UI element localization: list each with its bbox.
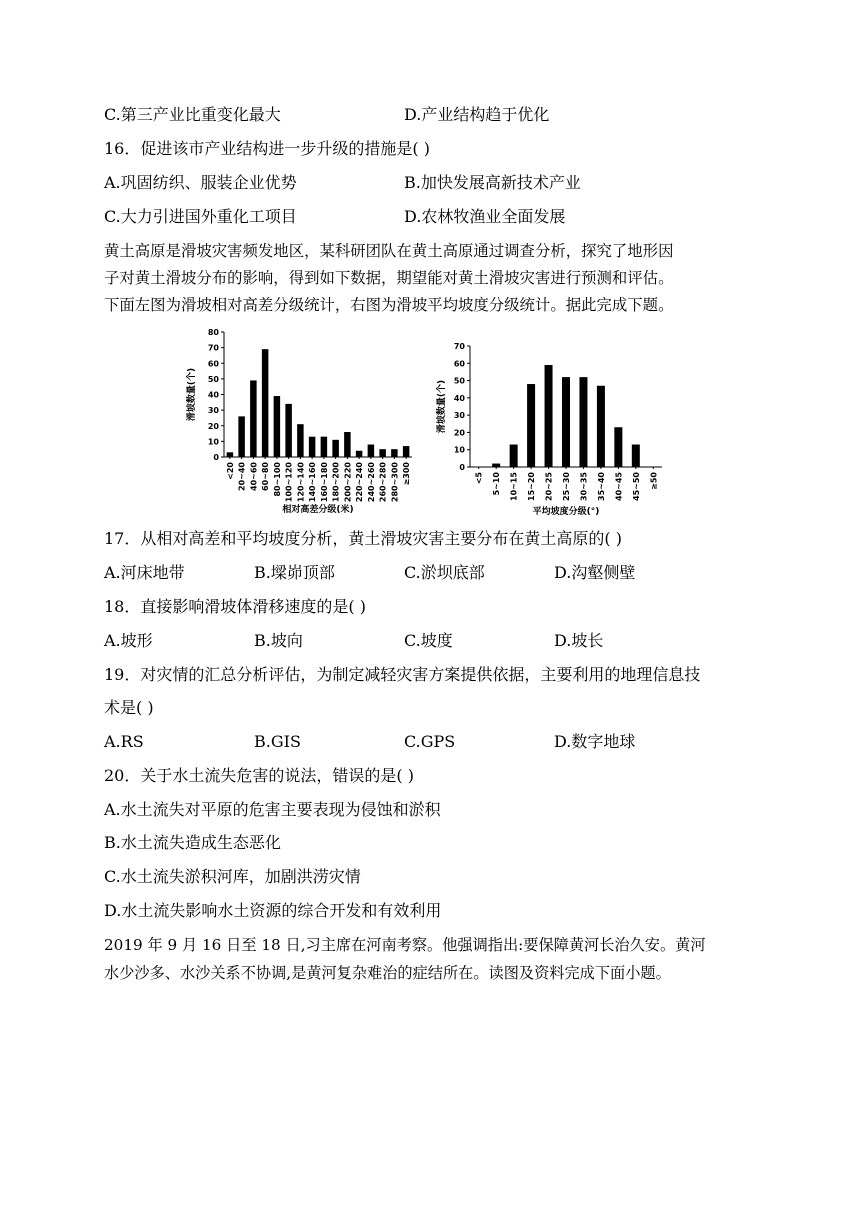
y-tick-label: 60 [453,359,465,369]
q20-option-d: D.水土流失影响水土资源的综合开发和有效利用 [104,901,442,920]
y-tick-label: 40 [207,390,219,400]
slope-gradient-bar-chart [432,336,672,522]
y-tick-label: 50 [207,374,219,384]
q20-stem: 20．关于水土流失危害的说法，错误的是( ) [104,766,414,785]
material2-line1: 2019 年 9 月 16 日至 18 日,习主席在河南考察。他强调指出:要保障黄河长治久安。黄河 [104,936,706,954]
q18-option-d: D.坡长 [554,631,604,650]
q15-option-d: D.产业结构趋于优化 [404,105,550,124]
x-tick-label: 80~100 [272,462,282,497]
x-tick-label: <5 [474,472,484,485]
x-tick-label: 60~80 [261,462,271,491]
bar [262,349,269,457]
bar [562,377,570,467]
y-tick-label: 30 [207,406,219,416]
q16-option-a: A.巩固纺织、服装企业优势 [104,173,297,192]
q18-option-b: B.坡向 [254,631,303,650]
q20-option-a: A.水土流失对平原的危害主要表现为侵蚀和淤积 [104,800,441,819]
bar [356,451,363,457]
x-tick-label: 45~50 [631,472,641,501]
x-tick-label: 20~25 [544,472,554,501]
q17-option-d: D.沟壑侧壁 [554,563,636,582]
x-tick-label: 120~140 [296,462,306,503]
x-tick-label: 20~40 [237,462,247,491]
x-tick-label: 220~240 [355,462,365,503]
q16-option-c: C.大力引进国外重化工项目 [104,207,297,226]
y-tick-label: 20 [207,421,219,431]
bar [579,377,587,467]
x-tick-label: 260~280 [378,462,388,503]
bar [403,446,410,457]
bar [285,404,292,457]
material2-line2: 水少沙多、水沙关系不协调,是黄河复杂难治的症结所在。读图及资料完成下面小题。 [104,964,671,982]
x-tick-label: 160~180 [319,462,329,503]
y-tick-label: 80 [207,328,219,337]
x-tick-label: 30~35 [579,472,589,501]
q20-option-b: B.水土流失造成生态恶化 [104,833,281,852]
bar [545,365,553,467]
q19-option-a: A.RS [104,732,144,751]
q18-stem: 18．直接影响滑坡体滑移速度的是( ) [104,597,366,616]
x-tick-label: 5~10 [492,472,502,496]
q19-option-d: D.数字地球 [554,732,636,751]
bar [492,464,500,467]
x-tick-label: 10~15 [509,472,519,501]
bar [238,416,245,457]
x-tick-label: 140~160 [308,462,318,503]
x-axis-title: 相对高差分级(米) [282,505,354,515]
bar [227,452,234,457]
q19-stem-line2: 术是( ) [104,698,154,717]
q17-option-c: C.淤坝底部 [404,563,485,582]
x-tick-label: 240~260 [366,462,376,503]
bar [309,437,316,457]
x-tick-label: 180~200 [331,462,341,503]
q18-option-a: A.坡形 [104,631,153,650]
x-tick-label: ≥300 [402,462,412,486]
q15-option-c: C.第三产业比重变化最大 [104,105,281,124]
q19-option-c: C.GPS [404,732,456,751]
bar [368,445,375,458]
y-tick-label: 10 [453,445,465,455]
x-tick-label: 100~120 [284,462,294,503]
y-tick-label: 20 [453,428,465,438]
x-tick-label: <20 [225,462,235,480]
q17-option-a: A.河床地带 [104,563,185,582]
x-tick-label: 40~45 [614,472,624,501]
relative-height-bar-chart [180,322,420,522]
bar [274,396,281,457]
q16-stem: 16．促进该市产业结构进一步升级的措施是( ) [104,139,430,158]
x-tick-label: 40~60 [249,462,259,491]
y-tick-label: 0 [213,453,219,462]
material1-line3: 下面左图为滑坡相对高差分级统计，右图为滑坡平均坡度分级统计。据此完成下题。 [104,296,674,314]
bar [250,380,257,457]
bar [597,386,605,467]
y-tick-label: 0 [459,463,465,472]
y-tick-label: 10 [207,437,219,447]
x-tick-label: 200~220 [343,462,353,503]
y-tick-label: 40 [453,393,465,403]
x-tick-label: ≥50 [649,472,659,490]
y-axis-title: 滑坡数量(个) [187,367,197,422]
material1-line2: 子对黄土滑坡分布的影响，得到如下数据，期望能对黄土滑坡灾害进行预测和评估。 [104,269,674,287]
bar [527,384,535,467]
y-tick-label: 50 [453,376,465,386]
q19-stem-line1: 19．对灾情的汇总分析评估，为制定减轻灾害方案提供依据，主要利用的地理信息技 [104,665,701,684]
y-tick-label: 70 [453,342,465,351]
q18-option-c: C.坡度 [404,631,453,650]
material1-line1: 黄土高原是滑坡灾害频发地区，某科研团队在黄土高原通过调查分析，探究了地形因 [104,242,674,260]
y-tick-label: 60 [207,359,219,369]
q19-option-b: B.GIS [254,732,301,751]
bar [510,445,518,467]
y-tick-label: 70 [207,343,219,353]
q20-option-c: C.水土流失淤积河库，加剧洪涝灾情 [104,867,361,886]
q16-option-d: D.农林牧渔业全面发展 [404,207,566,226]
y-tick-label: 30 [453,411,465,421]
q17-stem: 17．从相对高差和平均坡度分析，黄土滑坡灾害主要分布在黄土高原的( ) [104,529,622,548]
bar [379,449,386,457]
q17-option-b: B.墚峁顶部 [254,563,335,582]
q16-option-b: B.加快发展高新技术产业 [404,173,581,192]
bar [614,427,622,467]
bar [321,437,328,457]
bar [332,440,339,457]
bar [632,445,640,467]
x-axis-title: 平均坡度分级(°) [532,507,600,517]
bar [297,424,304,457]
x-tick-label: 35~40 [596,472,606,501]
x-tick-label: 15~20 [527,472,537,501]
x-tick-label: 25~30 [562,472,571,501]
bar [344,432,351,457]
x-tick-label: 280~300 [390,462,400,503]
bar [391,449,398,457]
y-axis-title: 滑坡数量(个) [437,379,447,434]
